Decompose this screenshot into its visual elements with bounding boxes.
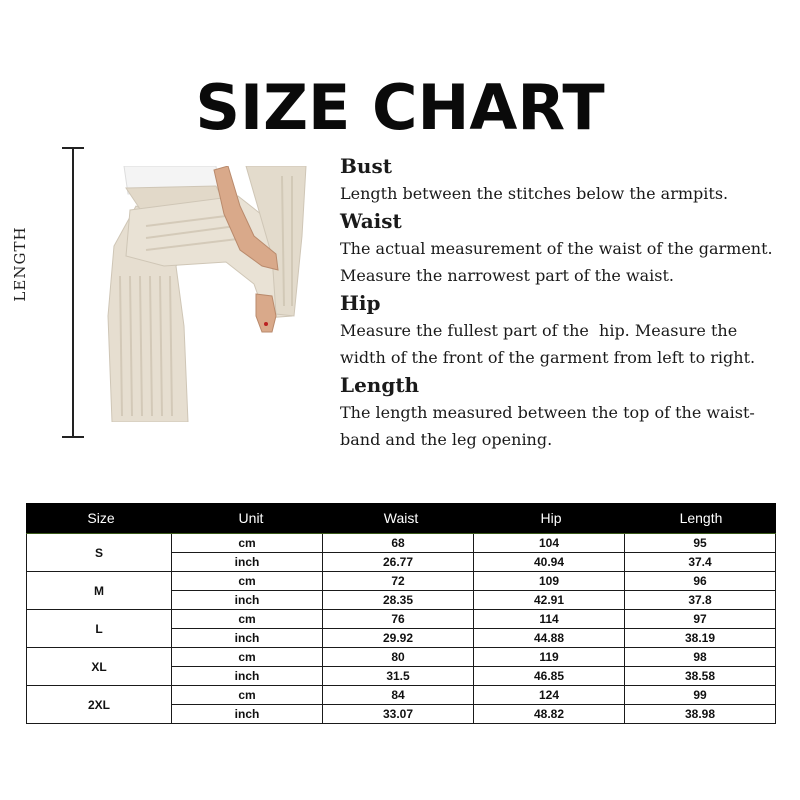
hip-cell: 104 xyxy=(474,534,625,552)
hip-cell: 109 xyxy=(474,572,625,590)
length-cell: 37.4 xyxy=(688,555,712,569)
table-row xyxy=(172,648,775,667)
size-cell: 2XL xyxy=(27,686,172,723)
waist-cell: 84 xyxy=(323,686,474,704)
table-row xyxy=(172,610,775,629)
waist-cell: 33.07 xyxy=(323,705,474,723)
definition-text: The length measured between the top of the waist- xyxy=(340,403,755,422)
definition-text: Measure the narrowest part of the waist. xyxy=(340,266,675,285)
unit-cell: inch xyxy=(172,553,323,571)
size-group-xl xyxy=(26,648,776,686)
waist-cell: 72 xyxy=(323,572,474,590)
size-group-2xl xyxy=(26,686,776,724)
unit-cell: cm xyxy=(172,686,323,704)
unit-cell: inch xyxy=(172,629,323,647)
definition-term: Hip xyxy=(340,291,381,315)
table-header xyxy=(26,503,776,533)
ruler-top-cap xyxy=(62,147,84,149)
table-row xyxy=(172,705,775,723)
definition-text: band and the leg opening. xyxy=(340,430,553,449)
measurement-definitions xyxy=(340,152,790,453)
size-table xyxy=(26,503,776,724)
unit-cell: cm xyxy=(172,572,323,590)
size-cell: M xyxy=(27,572,172,609)
length-cell: 38.19 xyxy=(684,631,716,645)
length-cell: 38.98 xyxy=(684,707,716,721)
header-size: Size xyxy=(87,510,115,526)
hip-cell: 124 xyxy=(474,686,625,704)
definition-text: Length between the stitches below the armpits. xyxy=(340,184,729,203)
size-group-l xyxy=(26,610,776,648)
definition-length xyxy=(340,371,790,453)
hip-cell: 44.88 xyxy=(474,629,625,647)
definition-text: Measure the fullest part of the hip. Measure the xyxy=(340,321,738,340)
definition-text: The actual measurement of the waist of the garment. xyxy=(340,239,773,258)
product-photo xyxy=(106,166,308,422)
definition-term: Bust xyxy=(340,154,392,178)
definition-waist xyxy=(340,207,790,289)
length-cell: 96 xyxy=(693,574,707,588)
length-cell: 37.8 xyxy=(688,593,712,607)
size-cell: XL xyxy=(27,648,172,685)
table-row xyxy=(172,686,775,705)
hip-cell: 40.94 xyxy=(474,553,625,571)
unit-cell: inch xyxy=(172,591,323,609)
length-cell: 97 xyxy=(693,612,707,626)
definition-text: width of the front of the garment from left to right. xyxy=(340,348,756,367)
waist-cell: 68 xyxy=(323,534,474,552)
header-waist: Waist xyxy=(383,510,419,526)
unit-cell: cm xyxy=(172,534,323,552)
hip-cell: 114 xyxy=(474,610,625,628)
ruler-bottom-cap xyxy=(62,436,84,438)
header-unit: Unit xyxy=(238,510,264,526)
unit-cell: cm xyxy=(172,648,323,666)
hip-cell: 48.82 xyxy=(474,705,625,723)
header-hip: Hip xyxy=(540,510,562,526)
definition-bust xyxy=(340,152,790,207)
table-row xyxy=(172,667,775,685)
hip-cell: 42.91 xyxy=(474,591,625,609)
unit-cell: inch xyxy=(172,705,323,723)
length-cell: 95 xyxy=(693,536,707,550)
length-cell: 38.58 xyxy=(684,669,716,683)
definition-term: Waist xyxy=(340,209,402,233)
table-row xyxy=(172,572,775,591)
waist-cell: 28.35 xyxy=(323,591,474,609)
size-group-m xyxy=(26,572,776,610)
waist-cell: 80 xyxy=(323,648,474,666)
length-ruler xyxy=(72,148,74,438)
header-length: Length xyxy=(679,510,723,526)
length-cell: 98 xyxy=(693,650,707,664)
ruler-label: LENGTH xyxy=(8,194,32,334)
table-row xyxy=(172,591,775,609)
hip-cell: 46.85 xyxy=(474,667,625,685)
hip-cell: 119 xyxy=(474,648,625,666)
size-cell: S xyxy=(27,534,172,571)
length-cell: 99 xyxy=(693,688,707,702)
waist-cell: 26.77 xyxy=(323,553,474,571)
page-title: SIZE CHART xyxy=(195,71,605,144)
size-cell: L xyxy=(27,610,172,647)
table-row xyxy=(172,534,775,553)
size-group-s xyxy=(26,534,776,572)
unit-cell: inch xyxy=(172,667,323,685)
table-row xyxy=(172,553,775,571)
waist-cell: 29.92 xyxy=(323,629,474,647)
definition-term: Length xyxy=(340,373,420,397)
definition-hip xyxy=(340,289,790,371)
unit-cell: cm xyxy=(172,610,323,628)
waist-cell: 76 xyxy=(323,610,474,628)
waist-cell: 31.5 xyxy=(323,667,474,685)
table-row xyxy=(172,629,775,647)
